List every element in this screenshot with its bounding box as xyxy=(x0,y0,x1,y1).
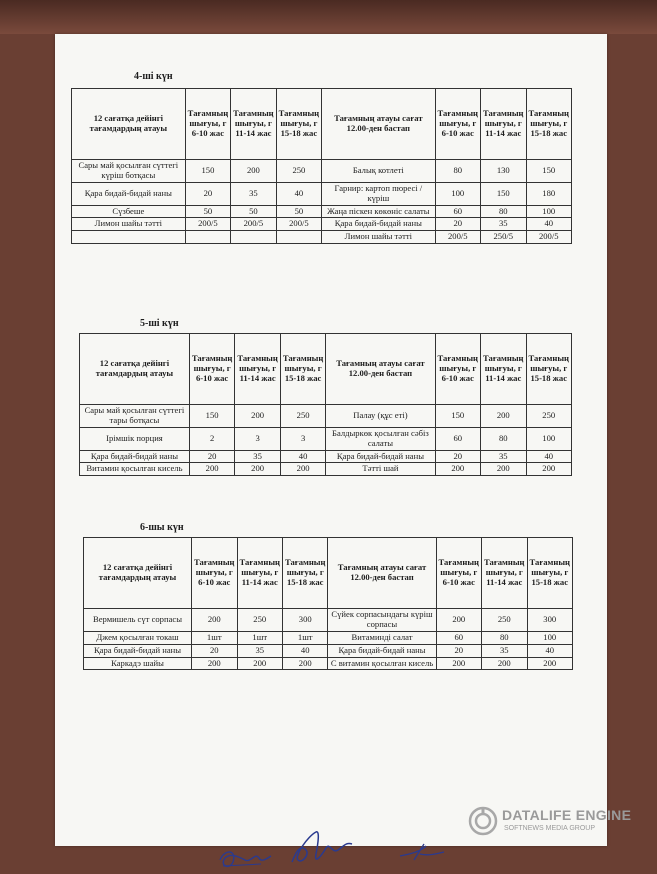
portion-cell: 100 xyxy=(527,631,573,644)
meal-name-cell: Қара бидай-бидай наны xyxy=(328,644,436,657)
portion-header: Тағамның шығуы, г 11-14 жас xyxy=(481,334,526,405)
portion-cell: 200/5 xyxy=(231,218,276,231)
portion-cell: 250 xyxy=(280,405,325,428)
meal-name-cell: Қара бидай-бидай наны xyxy=(322,218,435,231)
table-row xyxy=(80,427,572,450)
portion-cell: 200 xyxy=(436,657,481,670)
portion-cell: 60 xyxy=(436,631,481,644)
portion-cell: 250/5 xyxy=(481,231,526,244)
table-row xyxy=(72,160,572,183)
table-row xyxy=(84,644,573,657)
portion-cell: 200 xyxy=(282,657,327,670)
portion-cell: 200 xyxy=(436,609,481,632)
meal-name-cell: Вермишель сүт сорпасы xyxy=(84,609,192,632)
portion-cell: 300 xyxy=(282,609,327,632)
portion-cell: 3 xyxy=(280,427,325,450)
portion-cell: 80 xyxy=(482,631,527,644)
portion-header: Тағамның шығуы, г 11-14 жас xyxy=(481,89,526,160)
portion-cell: 300 xyxy=(527,609,573,632)
table-row xyxy=(84,657,573,670)
portion-cell: 60 xyxy=(435,205,480,218)
meal-name-cell: Тәтті шай xyxy=(326,463,435,476)
meal-name-cell: Қара бидай-бидай наны xyxy=(72,182,186,205)
meal-name-cell: С витамин қосылған кисель xyxy=(328,657,436,670)
portion-cell: 200 xyxy=(481,463,526,476)
day-heading: 6-шы күн xyxy=(140,522,184,533)
meal-name-cell: Лимон шайы тәтті xyxy=(72,218,186,231)
table-row xyxy=(80,405,572,428)
portion-cell: 200 xyxy=(231,160,276,183)
portion-cell: 200 xyxy=(235,463,280,476)
portion-cell: 200/5 xyxy=(526,231,572,244)
portion-cell: 100 xyxy=(526,427,572,450)
portion-cell: 250 xyxy=(237,609,282,632)
portion-header: Тағамның шығуы, г 15-18 жас xyxy=(276,89,321,160)
meal-name-cell: Ірімшік порция xyxy=(80,427,190,450)
portion-cell: 200 xyxy=(192,609,237,632)
datalife-logo-icon xyxy=(468,806,498,836)
meal-name-cell: Қара бидай-бидай наны xyxy=(326,450,435,463)
portion-header: Тағамның шығуы, г 6-10 жас xyxy=(435,334,480,405)
portion-cell xyxy=(185,231,230,244)
portion-cell: 80 xyxy=(481,205,526,218)
portion-cell: 180 xyxy=(526,182,572,205)
portion-header: Тағамның шығуы, г 6-10 жас xyxy=(185,89,230,160)
portion-cell: 40 xyxy=(527,644,573,657)
portion-cell: 20 xyxy=(435,218,480,231)
left-meal-header: 12 сағатқа дейінгі тағамдардың атауы xyxy=(72,89,186,160)
portion-cell: 200 xyxy=(527,657,573,670)
meal-name-cell xyxy=(72,231,186,244)
portion-cell: 150 xyxy=(481,182,526,205)
meal-name-cell: Лимон шайы тәтті xyxy=(322,231,435,244)
portion-cell: 150 xyxy=(526,160,572,183)
portion-cell: 50 xyxy=(276,205,321,218)
meal-name-cell: Палау (құс еті) xyxy=(326,405,435,428)
portion-cell: 20 xyxy=(435,450,480,463)
signature-3 xyxy=(396,840,446,864)
portion-header: Тағамның шығуы, г 11-14 жас xyxy=(231,89,276,160)
portion-cell: 20 xyxy=(189,450,234,463)
meal-name-cell: Балдыркөк қосылған сәбіз салаты xyxy=(326,427,435,450)
portion-cell: 20 xyxy=(436,644,481,657)
meal-name-cell: Сүзбеше xyxy=(72,205,186,218)
portion-cell: 200 xyxy=(192,657,237,670)
portion-header: Тағамның шығуы, г 6-10 жас xyxy=(436,538,481,609)
portion-cell xyxy=(276,231,321,244)
portion-cell: 150 xyxy=(189,405,234,428)
signature-2 xyxy=(286,824,356,874)
meal-name-cell: Гарнир: картоп пюресі / күріш xyxy=(322,182,435,205)
portion-cell: 200 xyxy=(435,463,480,476)
right-meal-header: Тағамның атауы сағат 12.00-ден бастап xyxy=(322,89,435,160)
table-row xyxy=(72,218,572,231)
portion-header: Тағамның шығуы, г 15-18 жас xyxy=(280,334,325,405)
portion-cell: 2 xyxy=(189,427,234,450)
meal-name-cell: Жаңа піскен көкөніс салаты xyxy=(322,205,435,218)
day-heading: 5-ші күн xyxy=(140,318,179,329)
portion-header: Тағамның шығуы, г 6-10 жас xyxy=(192,538,237,609)
portion-cell: 200 xyxy=(280,463,325,476)
meal-name-cell: Сары май қосылған сүттегі тары ботқасы xyxy=(80,405,190,428)
table-row xyxy=(80,463,572,476)
table-row xyxy=(72,205,572,218)
portion-cell: 40 xyxy=(282,644,327,657)
portion-cell: 200 xyxy=(526,463,572,476)
meal-name-cell: Балық котлеті xyxy=(322,160,435,183)
meal-name-cell: Сүйек сорпасындағы күріш сорпасы xyxy=(328,609,436,632)
watermark-subtitle: SOFTNEWS MEDIA GROUP xyxy=(504,825,596,832)
portion-cell: 20 xyxy=(185,182,230,205)
portion-cell: 35 xyxy=(231,182,276,205)
menu-table xyxy=(79,333,572,476)
meal-name-cell: Қара бидай-бидай наны xyxy=(84,644,192,657)
table-row xyxy=(84,631,573,644)
portion-cell: 35 xyxy=(235,450,280,463)
watermark-title: DATALIFE ENGINE xyxy=(502,807,632,823)
portion-cell: 130 xyxy=(481,160,526,183)
portion-header: Тағамның шығуы, г 11-14 жас xyxy=(482,538,527,609)
table-row xyxy=(72,231,572,244)
portion-cell: 200 xyxy=(481,405,526,428)
menu-table xyxy=(71,88,572,244)
portion-cell: 40 xyxy=(526,218,572,231)
portion-cell: 250 xyxy=(526,405,572,428)
day-heading: 4-ші күн xyxy=(134,71,173,82)
portion-header: Тағамның шығуы, г 15-18 жас xyxy=(282,538,327,609)
meal-name-cell: Джем қосылған токаш xyxy=(84,631,192,644)
portion-cell: 100 xyxy=(526,205,572,218)
portion-cell: 50 xyxy=(185,205,230,218)
portion-header: Тағамның шығуы, г 11-14 жас xyxy=(235,334,280,405)
portion-cell: 80 xyxy=(435,160,480,183)
portion-header: Тағамның шығуы, г 6-10 жас xyxy=(189,334,234,405)
portion-cell: 35 xyxy=(237,644,282,657)
menu-table xyxy=(83,537,573,670)
meal-name-cell: Каркадэ шайы xyxy=(84,657,192,670)
portion-cell: 40 xyxy=(276,182,321,205)
portion-cell: 35 xyxy=(482,644,527,657)
signature-1 xyxy=(215,838,275,874)
portion-cell: 35 xyxy=(481,218,526,231)
table-header-row xyxy=(84,538,573,609)
meal-name-cell: Қара бидай-бидай наны xyxy=(80,450,190,463)
portion-cell: 80 xyxy=(481,427,526,450)
portion-cell: 40 xyxy=(526,450,572,463)
portion-cell: 50 xyxy=(231,205,276,218)
meal-name-cell: Сары май қосылған сүттегі күріш ботқасы xyxy=(72,160,186,183)
portion-cell xyxy=(231,231,276,244)
table-header-row xyxy=(72,89,572,160)
portion-cell: 35 xyxy=(481,450,526,463)
table-header-row xyxy=(80,334,572,405)
portion-cell: 200 xyxy=(189,463,234,476)
portion-cell: 150 xyxy=(435,405,480,428)
right-meal-header: Тағамның атауы сағат 12.00-ден бастап xyxy=(326,334,435,405)
portion-cell: 200/5 xyxy=(435,231,480,244)
portion-cell: 40 xyxy=(280,450,325,463)
portion-cell: 200 xyxy=(235,405,280,428)
portion-cell: 250 xyxy=(276,160,321,183)
portion-cell: 60 xyxy=(435,427,480,450)
meal-name-cell: Витамин қосылған кисель xyxy=(80,463,190,476)
portion-header: Тағамның шығуы, г 6-10 жас xyxy=(435,89,480,160)
portion-cell: 20 xyxy=(192,644,237,657)
portion-cell: 250 xyxy=(482,609,527,632)
portion-cell: 1шт xyxy=(192,631,237,644)
portion-header: Тағамның шығуы, г 15-18 жас xyxy=(526,89,572,160)
portion-cell: 1шт xyxy=(282,631,327,644)
portion-cell: 200 xyxy=(482,657,527,670)
left-meal-header: 12 сағатқа дейінгі тағамдардың атауы xyxy=(84,538,192,609)
portion-cell: 200/5 xyxy=(185,218,230,231)
right-meal-header: Тағамның атауы сағат 12.00-ден бастап xyxy=(328,538,436,609)
portion-cell: 100 xyxy=(435,182,480,205)
table-row xyxy=(80,450,572,463)
table-row xyxy=(72,182,572,205)
portion-cell: 200/5 xyxy=(276,218,321,231)
portion-cell: 3 xyxy=(235,427,280,450)
portion-header: Тағамның шығуы, г 15-18 жас xyxy=(527,538,573,609)
left-meal-header: 12 сағатқа дейінгі тағамдардың атауы xyxy=(80,334,190,405)
portion-cell: 150 xyxy=(185,160,230,183)
meal-name-cell: Витаминді салат xyxy=(328,631,436,644)
background-top-edge xyxy=(0,0,657,34)
portion-header: Тағамның шығуы, г 11-14 жас xyxy=(237,538,282,609)
portion-cell: 1шт xyxy=(237,631,282,644)
watermark xyxy=(468,806,638,840)
portion-header: Тағамның шығуы, г 15-18 жас xyxy=(526,334,572,405)
table-row xyxy=(84,609,573,632)
portion-cell: 200 xyxy=(237,657,282,670)
